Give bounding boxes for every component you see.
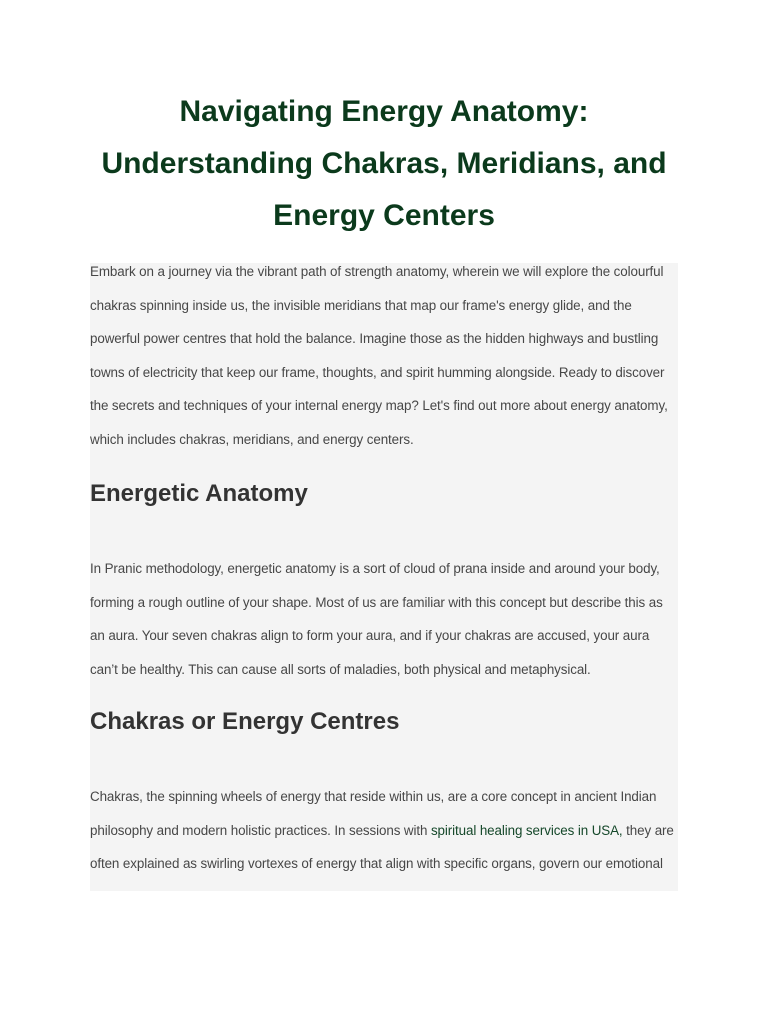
chakras-line-suffix: they are — [622, 822, 674, 838]
intro-line: the secrets and techniques of your internal energy map? Let's find out more about energy anatomy, — [90, 398, 668, 413]
energetic-line: an aura. Your seven chakras align to form your aura, and if your chakras are accused, your aura — [90, 628, 650, 643]
article-body — [90, 263, 678, 891]
chakras-line: Chakras, the spinning wheels of energy that reside within us, are a core concept in ancient Indian — [90, 789, 657, 804]
title-line-1: Navigating Energy Anatomy: — [179, 95, 589, 128]
energetic-line: forming a rough outline of your shape. Most of us are familiar with this concept but describe this as — [90, 594, 663, 610]
energetic-anatomy-heading: Energetic Anatomy — [90, 480, 308, 507]
energetic-line: In Pranic methodology, energetic anatomy is a sort of cloud of prana inside and around your body, — [90, 561, 660, 576]
intro-paragraph — [90, 255, 678, 456]
document-title — [60, 86, 708, 242]
spiritual-healing-link[interactable]: spiritual healing services in USA, — [430, 822, 623, 838]
energetic-anatomy-paragraph — [90, 552, 678, 686]
title-line-2: Understanding Chakras, Meridians, and — [101, 147, 667, 180]
title-line-3: Energy Centers — [273, 199, 495, 232]
intro-line: chakras spinning inside us, the invisible meridians that map our frame's energy glide, and the — [90, 297, 632, 313]
intro-line: which includes chakras, meridians, and energy centers. — [90, 431, 414, 447]
chakras-heading: Chakras or Energy Centres — [90, 708, 400, 735]
chakras-line-prefix: philosophy and modern holistic practices. In sessions with — [90, 822, 431, 838]
chakras-paragraph — [90, 780, 678, 881]
intro-line: towns of electricity that keep our frame, thoughts, and spirit humming alongside. Ready to discover — [90, 364, 665, 380]
chakras-line: often explained as swirling vortexes of energy that align with specific organs, govern our emotional — [90, 856, 663, 871]
intro-line: powerful power centres that hold the balance. Imagine those as the hidden highways and bustling — [90, 331, 659, 346]
energetic-line: can’t be healthy. This can cause all sorts of maladies, both physical and metaphysical. — [90, 661, 591, 677]
intro-line: Embark on a journey via the vibrant path of strength anatomy, wherein we will explore the colourful — [90, 264, 664, 279]
